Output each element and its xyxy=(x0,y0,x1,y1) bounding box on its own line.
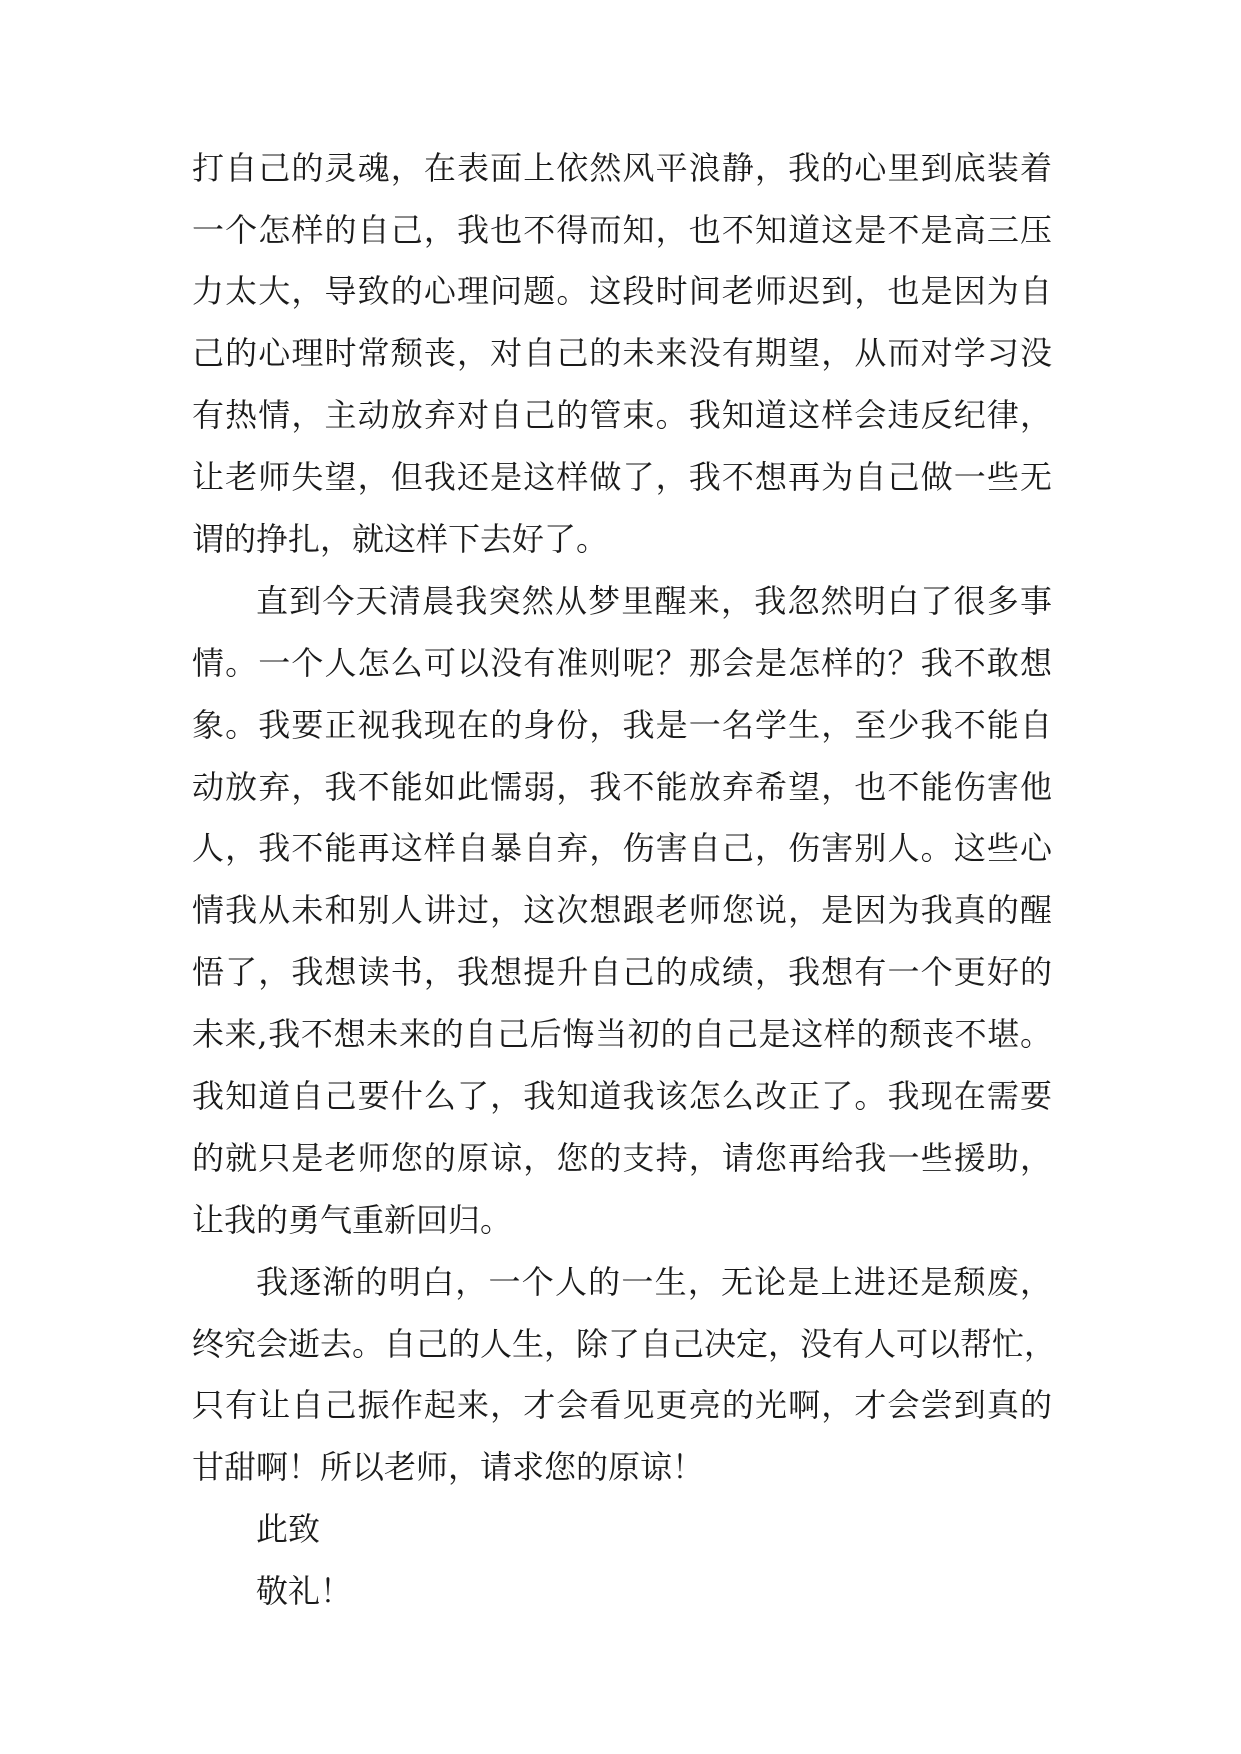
body-line: 悟了，我想读书，我想提升自己的成绩，我想有一个更好的 xyxy=(192,953,1052,991)
body-line: 让老师失望，但我还是这样做了，我不想再为自己做一些无 xyxy=(192,458,1052,496)
body-line: 象。我要正视我现在的身份，我是一名学生，至少我不能自 xyxy=(192,706,1052,744)
body-line: 我知道自己要什么了，我知道我该怎么改正了。我现在需要 xyxy=(192,1077,1052,1115)
body-line: 终究会逝去。自己的人生，除了自己决定，没有人可以帮忙， xyxy=(192,1325,1057,1363)
body-line: 只有让自己振作起来，才会看见更亮的光啊，才会尝到真的 xyxy=(192,1386,1052,1424)
body-line: 打自己的灵魂，在表面上依然风平浪静，我的心里到底装着 xyxy=(192,149,1052,187)
body-line: 一个怎样的自己，我也不得而知，也不知道这是不是高三压 xyxy=(192,211,1052,249)
body-line: 未来,我不想未来的自己后悔当初的自己是这样的颓丧不堪。 xyxy=(192,1015,1052,1053)
body-line: 力太大，导致的心理问题。这段时间老师迟到，也是因为自 xyxy=(192,272,1052,310)
closing-salutation: 此致 xyxy=(256,1510,321,1548)
body-line: 的就只是老师您的原谅，您的支持，请您再给我一些援助， xyxy=(192,1139,1052,1177)
body-line: 己的心理时常颓丧，对自己的未来没有期望，从而对学习没 xyxy=(192,334,1052,372)
body-line: 动放弃，我不能如此懦弱，我不能放弃希望，也不能伤害他 xyxy=(192,768,1052,806)
paragraph-first-line: 我逐渐的明白，一个人的一生，无论是上进还是颓废， xyxy=(256,1263,1052,1301)
body-line: 情我从未和别人讲过，这次想跟老师您说，是因为我真的醒 xyxy=(192,891,1052,929)
paragraph-first-line: 直到今天清晨我突然从梦里醒来，我忽然明白了很多事 xyxy=(256,582,1052,620)
closing-regards: 敬礼！ xyxy=(256,1572,353,1610)
body-line: 情。一个人怎么可以没有准则呢？那会是怎样的？我不敢想 xyxy=(192,644,1052,682)
body-line: 甘甜啊！所以老师，请求您的原谅！ xyxy=(192,1448,705,1486)
body-line: 人，我不能再这样自暴自弃，伤害自己，伤害别人。这些心 xyxy=(192,829,1052,867)
body-line: 让我的勇气重新回归。 xyxy=(192,1201,513,1239)
body-line: 谓的挣扎，就这样下去好了。 xyxy=(192,520,609,558)
body-line: 有热情，主动放弃对自己的管束。我知道这样会违反纪律， xyxy=(192,396,1052,434)
